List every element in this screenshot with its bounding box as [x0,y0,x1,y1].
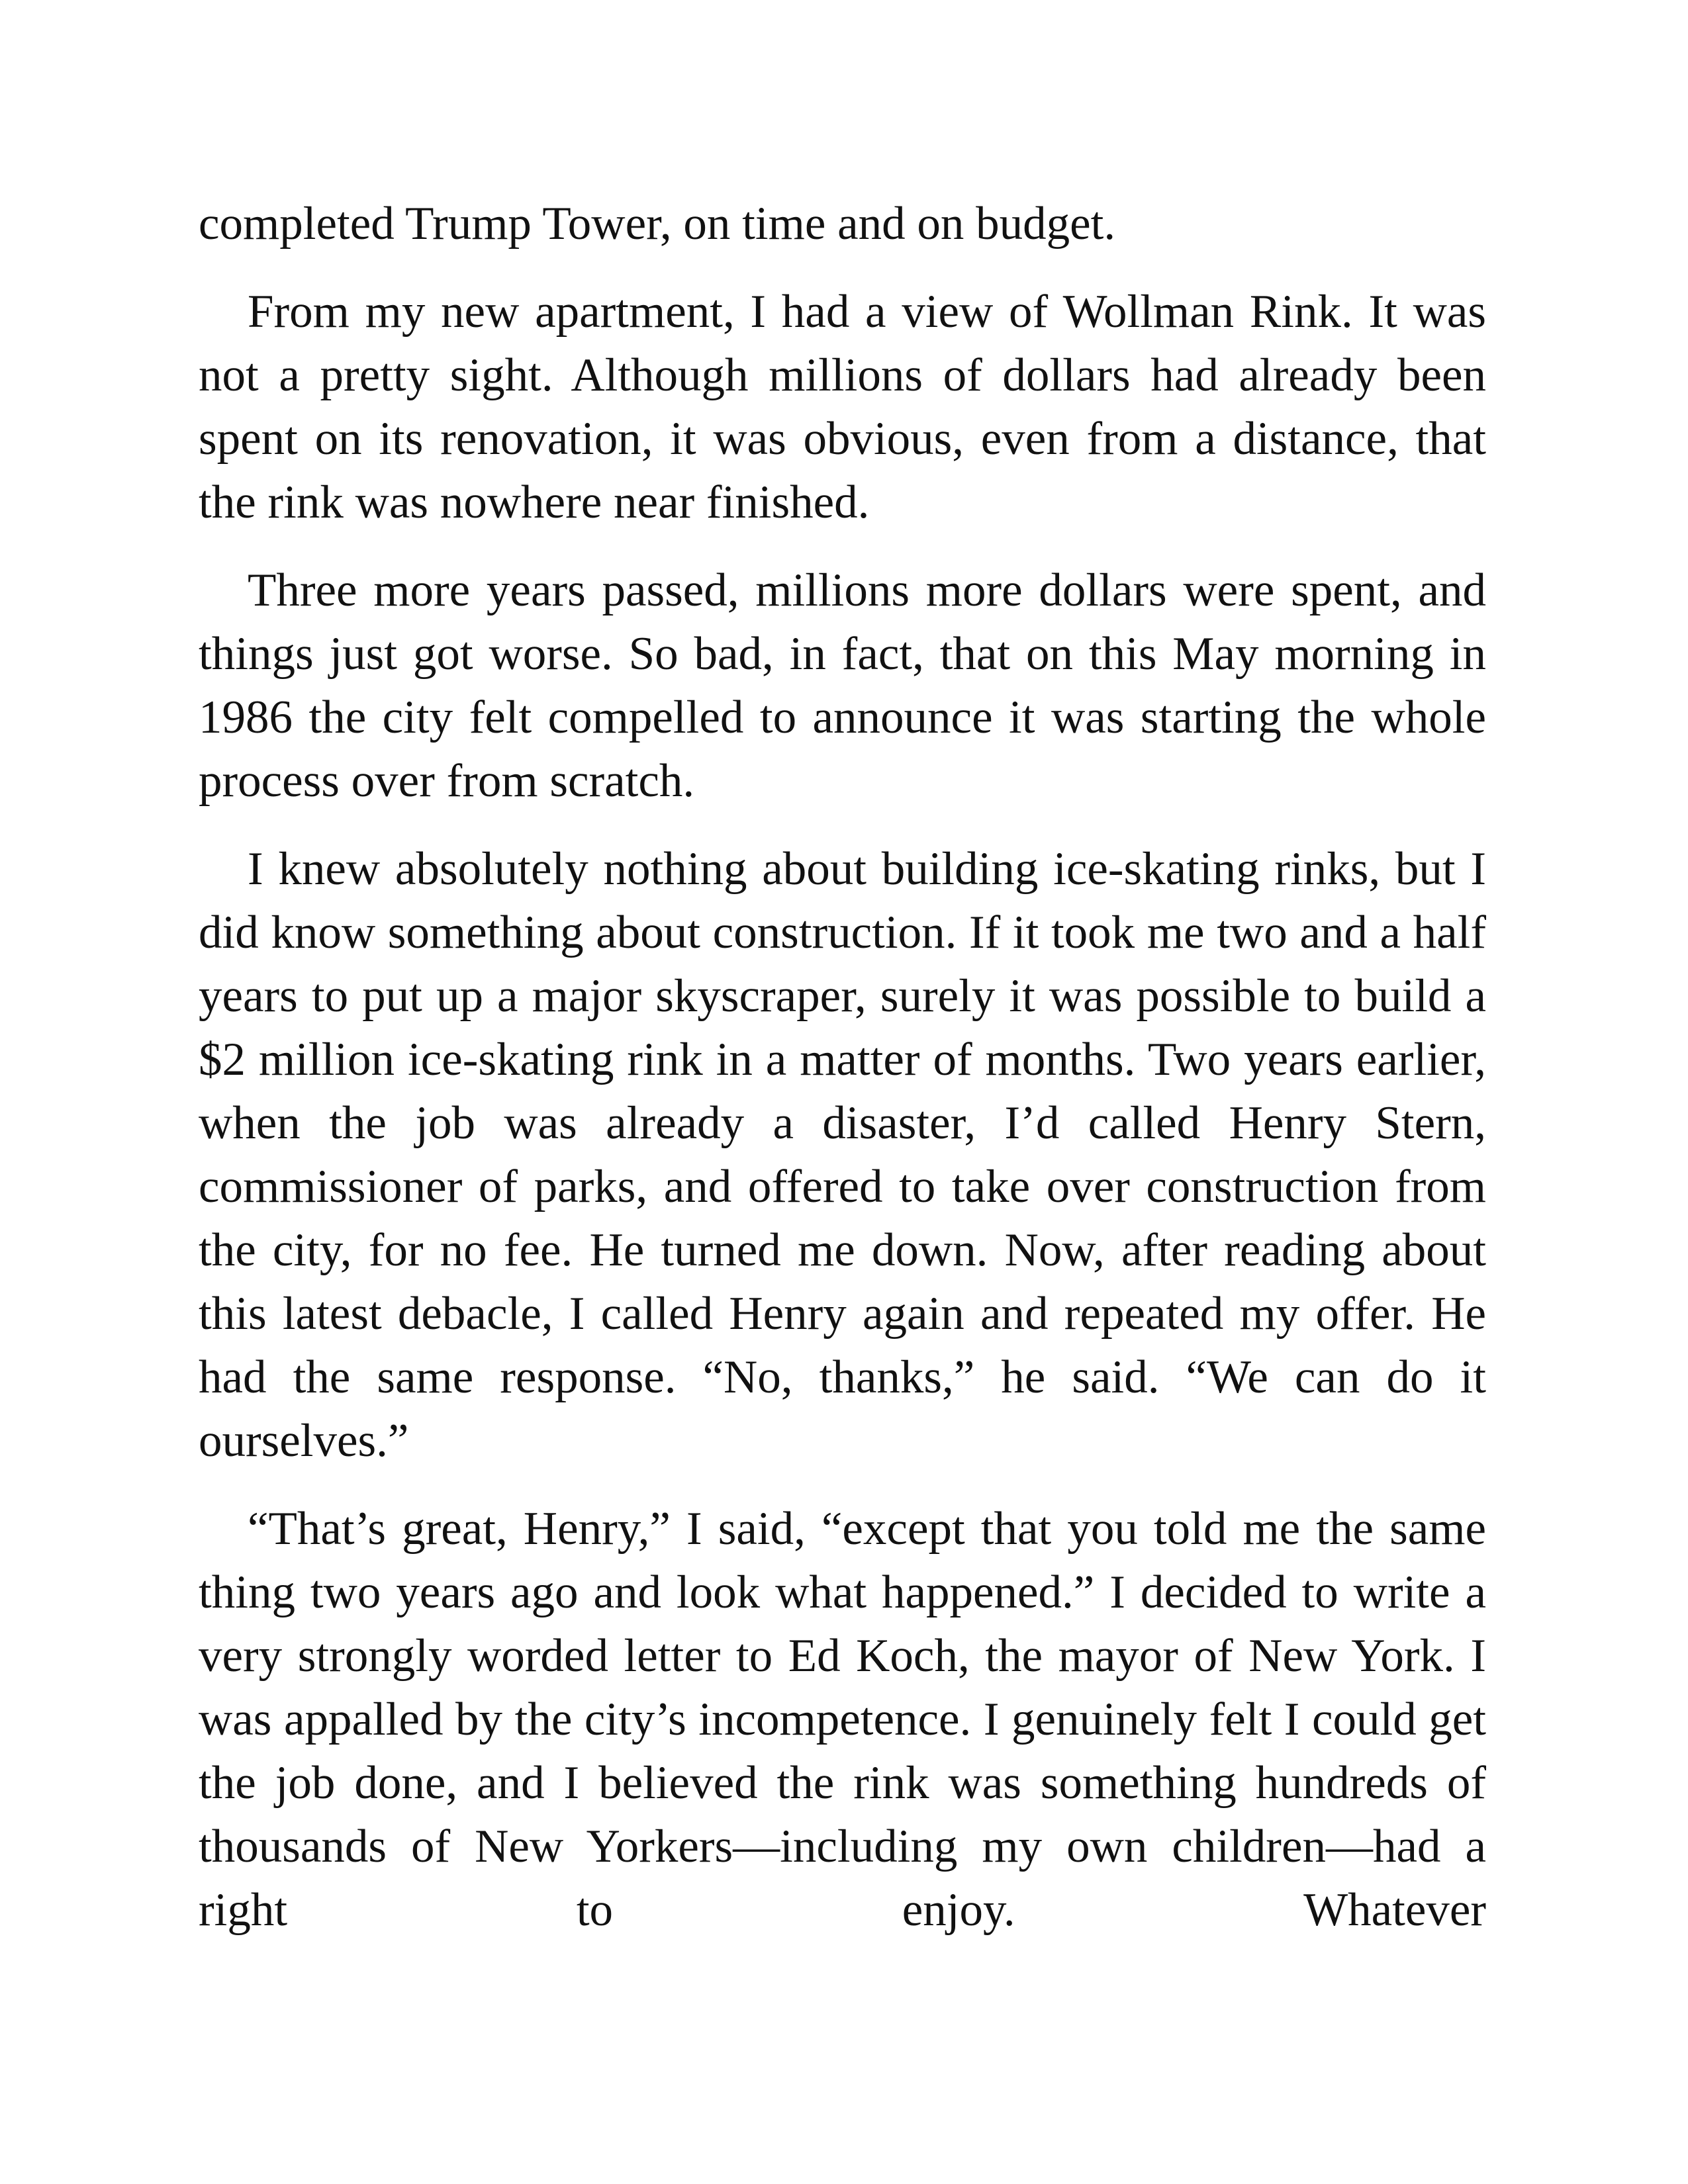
page-body [199,192,1486,1942]
paragraph-letter-to-koch: “That’s great, Henry,” I said, “except that you told me the same thing two years ago and look what happened.” I decided to write a very strongly worded letter to Ed Koch, the mayor of New York. I was appalled by the city’s incompetence. I genuinely felt I could get the job done, and I believed the rink was something hundreds of thousands of New Yorkers—including my own children—had a right to enjoy. Whatever [199,1503,1486,1936]
paragraph-wollman-rink-view: From my new apartment, I had a view of Wollman Rink. It was not a pretty sight. Although millions of dollars had already been spent on its renovation, it was obvious, even from a distance, that the rink was nowhere near finished. [199,286,1486,528]
paragraph-construction-offer: I knew absolutely nothing about building ice-skating rinks, but I did know something about construction. If it took me two and a half years to put up a major skyscraper, surely it was possible to build a $2 million ice-skating rink in a matter of months. Two years earlier, when the job was already a disaster, I’d called Henry Stern, commissioner of parks, and offered to take over construction from the city, for no fee. He turned me down. Now, after reading about this latest debacle, I called Henry again and repeated my offer. He had the same response. “No, thanks,” he said. “We can do it ourselves.” [199,843,1486,1467]
paragraph-continued: completed Trump Tower, on time and on budget. [199,198,1116,250]
paragraph-three-more-years: Three more years passed, millions more dollars were spent, and things just got worse. So bad, in fact, that on this May morning in 1986 the city felt compelled to announce it was starting the whole process over from scratch. [199,565,1486,807]
